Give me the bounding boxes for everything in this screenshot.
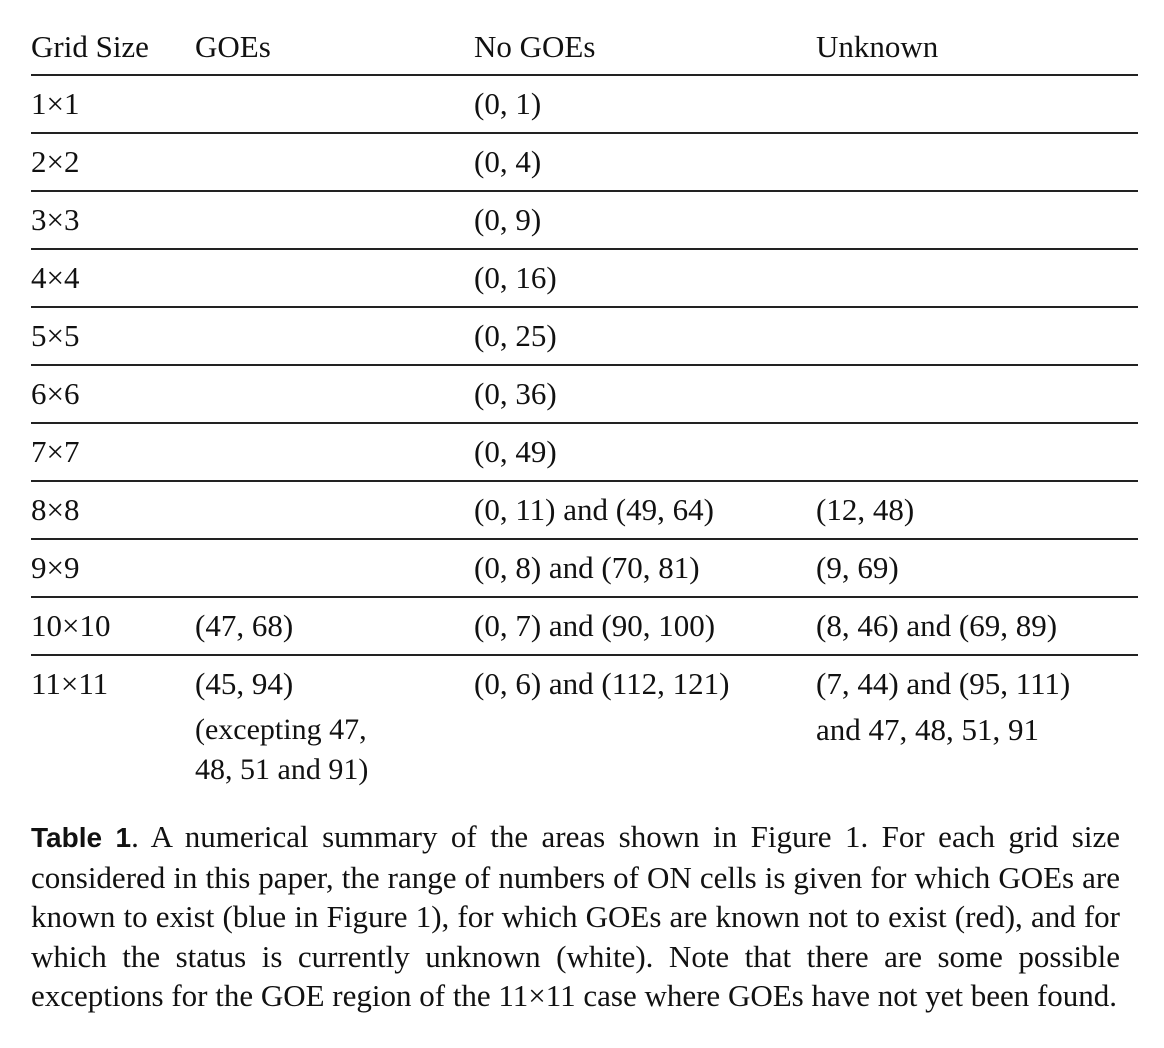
header-goes: GOEs (195, 29, 271, 64)
goes-exception-note-line2: 48, 51 and 91) (195, 753, 369, 786)
header-unknown: Unknown (816, 29, 939, 64)
cell-no-goes: (0, 9) (474, 202, 542, 237)
cell-goes (195, 307, 474, 365)
unknown-extra: and 47, 48, 51, 91 (816, 712, 1040, 747)
cell-no-goes: (0, 25) (474, 318, 557, 353)
cell-no-goes: (0, 49) (474, 434, 557, 469)
cell-unknown: (9, 69) (816, 550, 899, 585)
header-grid-size: Grid Size (31, 29, 149, 64)
cell-unknown: (8, 46) and (69, 89) (816, 608, 1058, 643)
cell-no-goes: (0, 16) (474, 260, 557, 295)
cell-no-goes: (0, 4) (474, 144, 542, 179)
table-row (31, 365, 1138, 423)
cell-goes (195, 655, 474, 799)
cell-unknown (816, 365, 1138, 423)
cell-unknown (816, 655, 1138, 799)
table-row (31, 249, 1138, 307)
table-row (31, 307, 1138, 365)
summary-table-container (31, 18, 1138, 799)
cell-grid: 2×2 (31, 144, 80, 179)
cell-unknown: (12, 48) (816, 492, 915, 527)
table-row (31, 191, 1138, 249)
cell-goes (195, 365, 474, 423)
table-row (31, 423, 1138, 481)
cell-no-goes: (0, 1) (474, 86, 542, 121)
cell-unknown (816, 133, 1138, 191)
caption-text: . A numerical summary of the areas shown in Figure 1. For each grid size considered in this paper, the range of numbers of ON cells is given for which GOEs are known to exist (blue in Figure 1), for which GOEs are known not to exist (red), and for which the status is currently unknown (white). Note that there are some possible exceptions for the GOE region of the 11×11 case where GOEs have not yet been found. (31, 819, 1120, 1013)
cell-no-goes: (0, 11) and (49, 64) (474, 492, 714, 527)
table-row (31, 539, 1138, 597)
unknown-range: (7, 44) and (95, 111) (816, 666, 1071, 701)
cell-grid: 1×1 (31, 86, 80, 121)
cell-unknown (816, 191, 1138, 249)
table-row (31, 133, 1138, 191)
cell-no-goes: (0, 6) and (112, 121) (474, 666, 730, 701)
cell-goes (195, 75, 474, 133)
cell-goes (195, 133, 474, 191)
cell-unknown (816, 307, 1138, 365)
cell-goes: (47, 68) (195, 608, 294, 643)
goes-exception-note-line1: (excepting 47, (195, 713, 367, 746)
cell-grid: 5×5 (31, 318, 80, 353)
table-row (31, 597, 1138, 655)
cell-goes (195, 481, 474, 539)
table-row (31, 655, 1138, 799)
cell-no-goes: (0, 8) and (70, 81) (474, 550, 700, 585)
cell-grid: 4×4 (31, 260, 80, 295)
cell-goes (195, 249, 474, 307)
cell-grid: 10×10 (31, 608, 111, 643)
goes-range: (45, 94) (195, 666, 294, 701)
summary-table (31, 18, 1138, 799)
cell-no-goes: (0, 36) (474, 376, 557, 411)
cell-grid: 11×11 (31, 666, 109, 701)
cell-unknown (816, 423, 1138, 481)
table-caption (31, 817, 1120, 1016)
cell-goes (195, 423, 474, 481)
cell-no-goes: (0, 7) and (90, 100) (474, 608, 716, 643)
cell-unknown (816, 75, 1138, 133)
cell-grid: 3×3 (31, 202, 80, 237)
cell-grid: 6×6 (31, 376, 80, 411)
cell-grid: 9×9 (31, 550, 80, 585)
cell-grid: 8×8 (31, 492, 80, 527)
cell-unknown (816, 249, 1138, 307)
cell-goes (195, 191, 474, 249)
table-row (31, 75, 1138, 133)
header-no-goes: No GOEs (474, 29, 596, 64)
table-row (31, 481, 1138, 539)
cell-goes (195, 539, 474, 597)
table-header-row (31, 18, 1138, 75)
cell-grid: 7×7 (31, 434, 80, 469)
caption-label: Table 1 (31, 822, 132, 853)
